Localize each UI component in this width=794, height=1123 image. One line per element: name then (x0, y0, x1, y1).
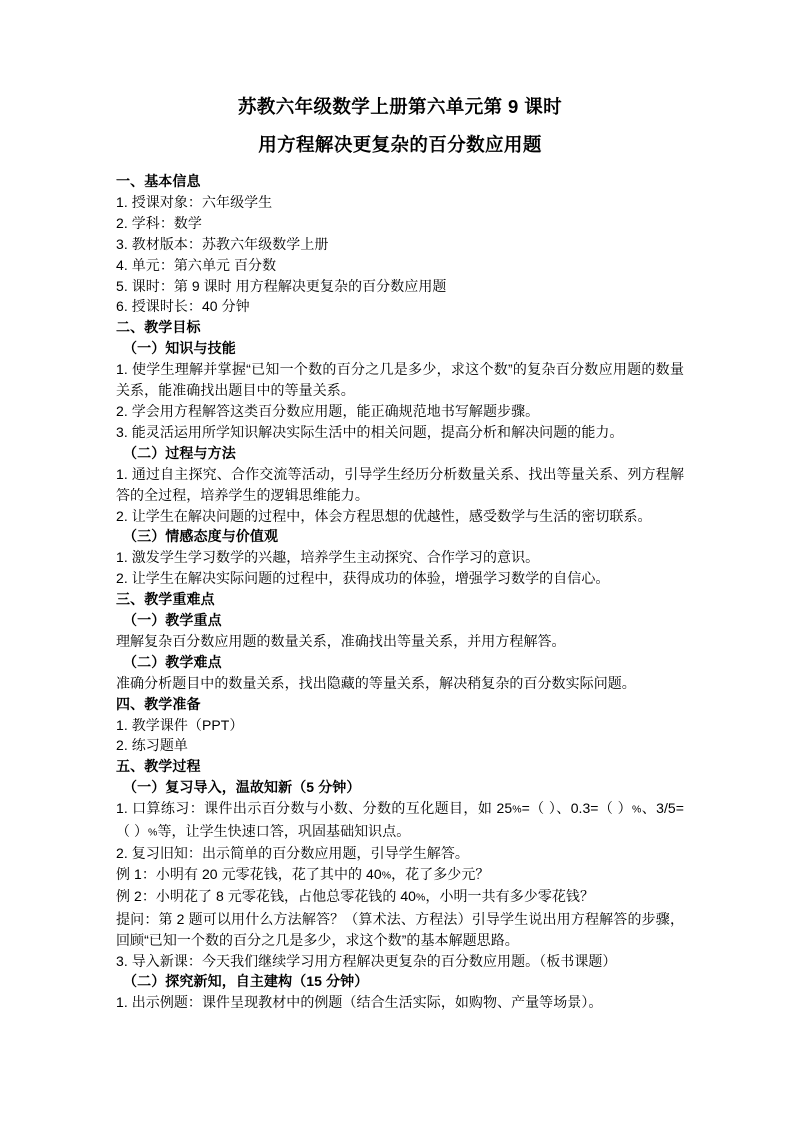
section-heading: 三、教学重难点 (116, 591, 215, 608)
body-paragraph: 2. 复习旧知：出示简单的百分数应用题，引导学生解答。 (116, 845, 469, 861)
section-heading: 四、教学准备 (116, 695, 201, 712)
percent-sign: % (512, 803, 522, 816)
body-paragraph: 1. 授课对象：六年级学生 (116, 193, 273, 210)
body-paragraph: 2. 学会用方程解答这类百分数应用题，能正确规范地书写解题步骤。 (116, 402, 540, 419)
document-title-line-1: 苏教六年级数学上册第六单元第 9 课时 (237, 96, 563, 117)
document-title-line-2: 用方程解决更复杂的百分数应用题 (258, 134, 542, 155)
body-paragraph: 例 1：小明有 20 元零花钱，花了其中的 40%，花了多少元？ (116, 865, 490, 882)
subsection-heading: （二）探究新知，自主建构（15 分钟） (123, 973, 369, 990)
body-paragraph: 3. 教材版本：苏教六年级数学上册 (116, 235, 329, 252)
subsection-heading: （二）教学难点 (123, 653, 222, 670)
body-paragraph: 5. 课时：第 9 课时 用方程解决更复杂的百分数应用题 (116, 277, 447, 294)
body-paragraph: 1. 通过自主探究、合作交流等活动，引导学生经历分析数量关系、找出等量关系、列方程解答的全过程，培养学生的逻辑思维能力。 (116, 465, 684, 503)
percent-sign: % (148, 826, 158, 839)
body-paragraph: 1. 激发学生学习数学的兴趣，培养学生主动探究、合作学习的意识。 (116, 549, 540, 566)
body-paragraph: 1. 出示例题：课件呈现教材中的例题（结合生活实际，如购物、产量等场景）。 (116, 994, 603, 1011)
body-paragraph: 理解复杂百分数应用题的数量关系，准确找出等量关系，并用方程解答。 (116, 632, 566, 649)
percent-sign: % (381, 869, 392, 882)
document-content-blocks (116, 171, 684, 1013)
body-paragraph: 提问：第 2 题可以用什么方法解答？（算术法、方程法）引导学生说出用方程解答的步骤，回顾“已知一个数的百分之几是多少，求这个数”的基本解题思路。 (116, 910, 684, 948)
document-body (116, 92, 684, 1013)
body-paragraph: 4. 单元：第六单元 百分数 (116, 256, 277, 273)
body-paragraph: 例 2：小明花了 8 元零花钱，占他总零花钱的 40%，小明一共有多少零花钱？ (116, 888, 595, 905)
section-heading: 二、教学目标 (116, 319, 201, 336)
percent-sign: % (632, 803, 642, 816)
subsection-heading: （三）情感态度与价值观 (123, 528, 279, 545)
body-paragraph: 1. 使学生理解并掌握“已知一个数的百分之几是多少，求这个数”的复杂百分数应用题的数量关系，能准确找出题目中的等量关系。 (116, 361, 684, 399)
subsection-heading: （二）过程与方法 (123, 444, 236, 461)
percent-sign: % (416, 891, 426, 904)
body-paragraph: 2. 让学生在解决问题的过程中，体会方程思想的优越性，感受数学与生活的密切联系。 (116, 507, 652, 524)
body-paragraph: 2. 学科：数学 (116, 214, 202, 231)
body-paragraph: 准确分析题目中的数量关系，找出隐藏的等量关系，解决稍复杂的百分数实际问题。 (116, 674, 636, 691)
body-paragraph: 1. 教学课件（PPT） (116, 716, 244, 733)
body-paragraph: 2. 练习题单 (116, 737, 188, 754)
body-paragraph: 3. 导入新课：今天我们继续学习用方程解决更复杂的百分数应用题。（板书课题） (116, 952, 617, 969)
subsection-heading: （一）知识与技能 (123, 340, 236, 357)
subsection-heading: （一）复习导入，温故知新（5 分钟） (123, 779, 361, 796)
section-heading: 五、教学过程 (116, 758, 201, 775)
body-paragraph: 2. 让学生在解决实际问题的过程中，获得成功的体验，增强学习数学的自信心。 (116, 570, 610, 587)
subsection-heading: （一）教学重点 (123, 612, 222, 629)
body-paragraph: 3. 能灵活运用所学知识解决实际生活中的相关问题，提高分析和解决问题的能力。 (116, 423, 624, 440)
section-heading: 一、基本信息 (116, 173, 201, 189)
body-paragraph: 1. 口算练习：课件出示百分数与小数、分数的互化题目，如 25%=（ ）、0.3=（ ）%、3/5=（ ）%等，让学生快速口答，巩固基础知识点。 (116, 800, 684, 839)
body-paragraph: 6. 授课时长：40 分钟 (116, 298, 250, 315)
